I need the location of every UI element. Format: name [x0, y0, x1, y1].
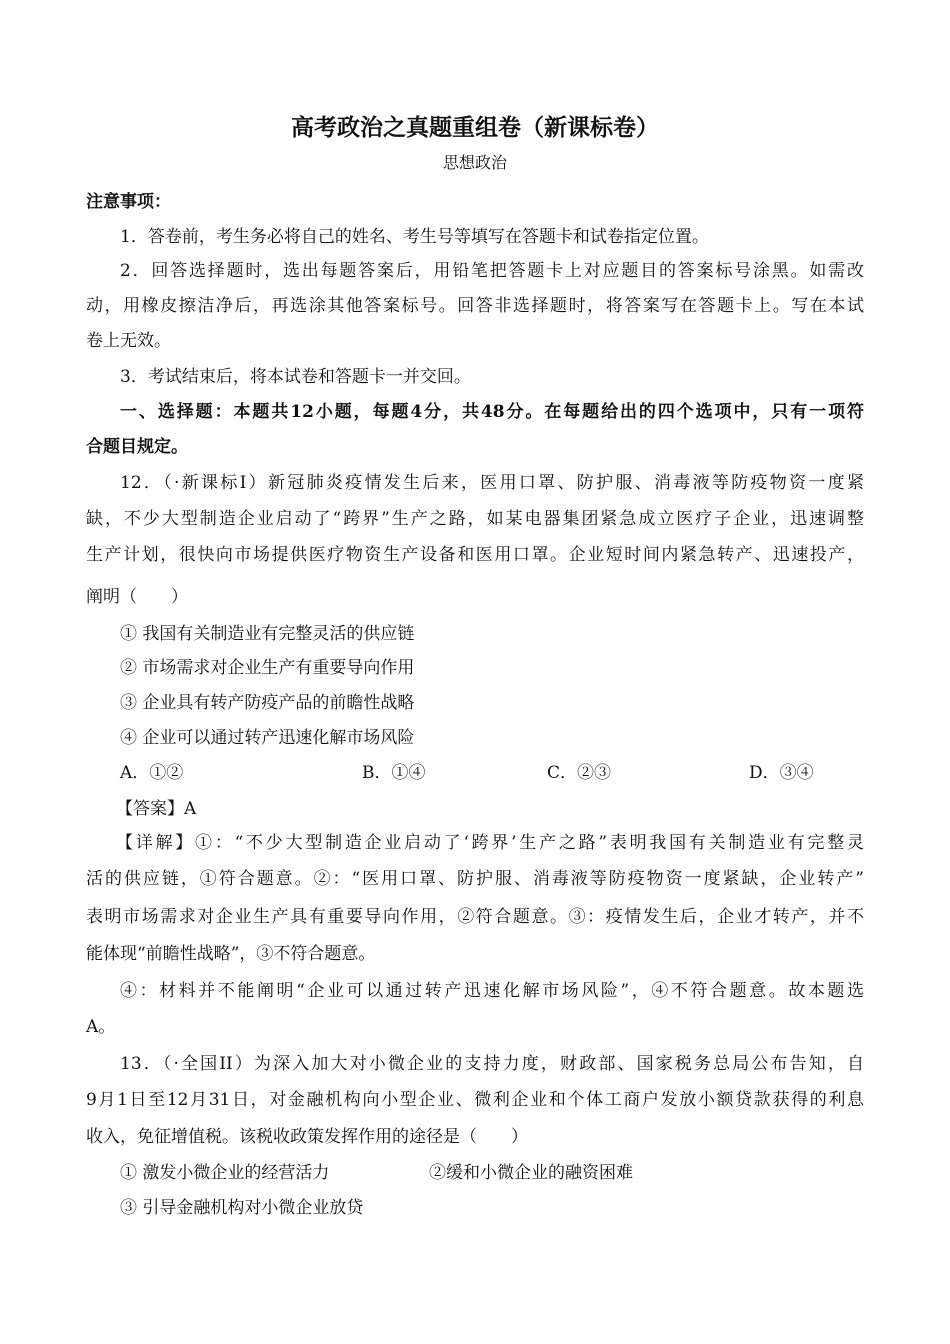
q12-statement-2: ② 市场需求对企业生产有重要导向作用: [120, 658, 415, 678]
notice-item-2-line-2: 动，用橡皮擦洁净后，再选涂其他答案标号。回答非选择题时，将答案写在答题卡上。写在本试: [86, 296, 864, 316]
q12-option-a: A．①②: [120, 763, 184, 783]
section-heading-line-1: 一、选择题：本题共12小题，每题4分，共48分。在每题给出的四个选项中，只有一项符: [120, 402, 864, 422]
q12-statement-4: ④ 企业可以通过转产迅速化解市场风险: [120, 728, 415, 748]
notice-item-2-line-3: 卷上无效。: [86, 331, 171, 351]
q13-stem-line-2: 9月1日至12月31日，对金融机构向小型企业、微利企业和个体工商户发放小额贷款获得的利息: [86, 1090, 864, 1110]
q12-detail-line-5: ④：材料并不能阐明“企业可以通过转产迅速化解市场风险”，④不符合题意。故本题选: [120, 981, 864, 1001]
q12-option-d: D．③④: [749, 763, 814, 783]
q13-statement-2: ②缓和小微企业的融资困难: [429, 1163, 633, 1183]
q12-detail-line-4: 能体现“前瞻性战略”，③不符合题意。: [86, 944, 376, 964]
q12-detail-line-1: 【详解】①：“不少大型制造企业启动了‘跨界’生产之路”表明我国有关制造业有完整灵: [116, 833, 864, 853]
notice-item-2-line-1: 2．回答选择题时，选出每题答案后，用铅笔把答题卡上对应题目的答案标号涂黑。如需改: [120, 261, 864, 281]
q12-statement-1: ① 我国有关制造业有完整灵活的供应链: [120, 624, 415, 644]
q12-stem-line-1: 12．（·新课标I）新冠肺炎疫情发生后来，医用口罩、防护服、消毒液等防疫物资一度紧: [120, 473, 864, 493]
q12-detail-line-2: 活的供应链，①符合题意。②：“医用口罩、防护服、消毒液等防疫物资一度紧缺，企业转产”: [86, 869, 864, 889]
page-subtitle: 思想政治: [442, 153, 507, 172]
q12-detail-line-6: A。: [86, 1017, 116, 1037]
q13-stem-line-1: 13．（·全国II）为深入加大对小微企业的支持力度，财政部、国家税务总局公布告知，自: [120, 1054, 864, 1074]
notice-item-1: 1．答卷前，考生务必将自己的姓名、考生号等填写在答题卡和试卷指定位置。: [120, 227, 709, 247]
q12-stem-line-4: 阐明（ ）: [86, 587, 188, 607]
notice-item-3: 3．考试结束后，将本试卷和答题卡一并交回。: [120, 367, 471, 387]
q12-stem-line-2: 缺，不少大型制造企业启动了“跨界”生产之路，如某电器集团紧急成立医疗子企业，迅速调整: [86, 509, 864, 529]
page-title: 高考政治之真题重组卷（新课标卷）: [291, 114, 659, 141]
q12-statement-3: ③ 企业具有转产防疫产品的前瞻性战略: [120, 693, 415, 713]
q12-stem-line-3: 生产计划，很快向市场提供医疗物资生产设备和医用口罩。企业短时间内紧急转产、迅速投产，: [86, 545, 864, 565]
q13-statement-1: ① 激发小微企业的经营活力: [120, 1163, 330, 1183]
notice-heading: 注意事项：: [86, 192, 171, 212]
section-heading-line-2: 合题目规定。: [86, 437, 188, 457]
q12-option-c: C．②③: [547, 763, 612, 783]
q12-option-b: B．①④: [362, 763, 426, 783]
q12-detail-line-3: 表明市场需求对企业生产具有重要导向作用，②符合题意。③：疫情发生后，企业才转产，并不: [86, 907, 864, 927]
q12-answer: 【答案】A: [116, 799, 197, 819]
q13-statement-3: ③ 引导金融机构对小微企业放贷: [120, 1198, 364, 1218]
q13-stem-line-3: 收入，免征增值税。该税收政策发挥作用的途径是（ ）: [86, 1127, 528, 1147]
